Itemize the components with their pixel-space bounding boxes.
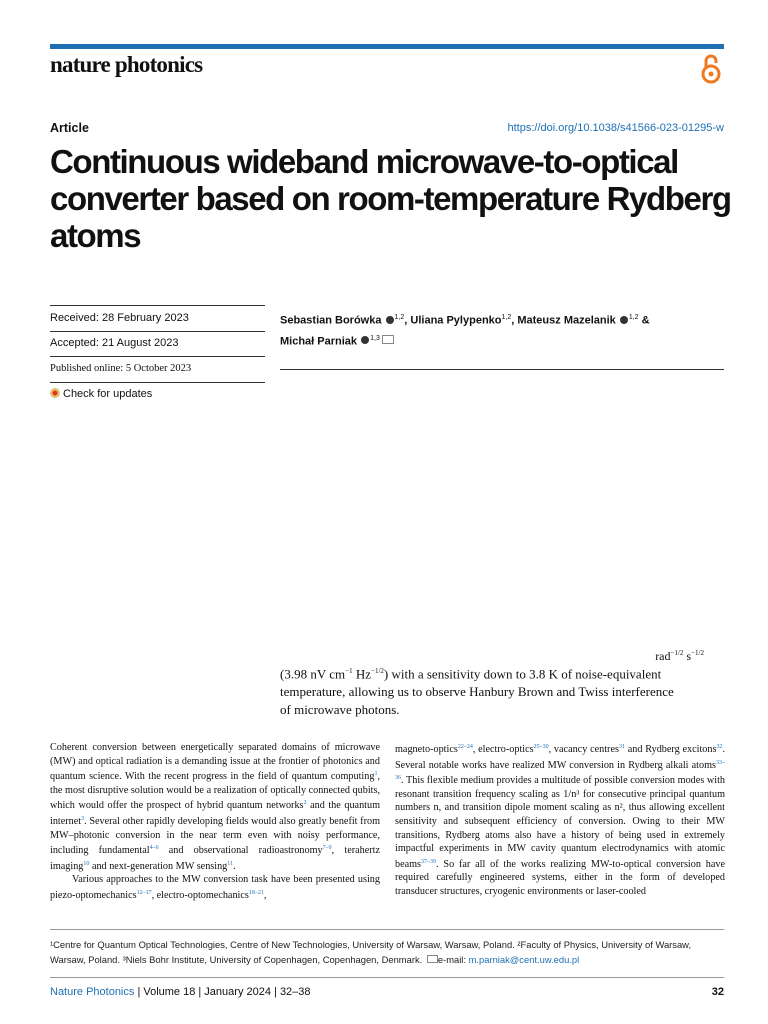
divider [50, 305, 265, 306]
mail-icon[interactable] [382, 335, 394, 344]
accepted-date: Accepted: 21 August 2023 [50, 337, 179, 349]
affiliation-sup: 1,2 [628, 314, 639, 321]
citation-ref[interactable]: 32 [716, 744, 723, 750]
ampersand: & [641, 314, 650, 327]
divider [50, 929, 724, 930]
body-text: and the quantum internet [50, 800, 381, 827]
footer-citation: Nature Photonics | Volume 18 | January 2024 | 32–38 [50, 986, 311, 998]
body-text: , terahertz imaging [50, 845, 380, 872]
body-text: Various approaches to the MW conversion task have been presented using piezo-optomechanics [50, 874, 380, 901]
body-text: and observational radioastronomy [158, 845, 323, 857]
author-name[interactable]: Michał Parniak [280, 335, 358, 348]
check-updates-button[interactable] [50, 388, 265, 400]
body-text: . [233, 860, 236, 872]
body-text: and Rydberg excitons [624, 744, 717, 755]
body-text: Coherent conversion between energetically separated domains of microwave (MW) and optical radiation is a demanding issue at the frontier of photonics and quantum science. With the recent progress in the field of quantum computing [50, 742, 380, 783]
author-name[interactable]: Uliana Pylypenko [410, 314, 502, 327]
orcid-icon[interactable] [361, 336, 369, 344]
body-text: and next-generation MW sensing [89, 860, 228, 872]
affiliation-sup: 1,2 [394, 314, 405, 321]
body-text: , the most disruptive solution would be a realization of optically connected qubits, which would offer the prospect of hybrid quantum networks [50, 771, 380, 812]
body-text: . Several notable works have realized MW conversion in Rydberg alkali atoms [395, 744, 725, 771]
abstract-text: (3.98 nV $cm^{-1}$ $Hz^{-1/2}$) with a sensitivity down to 3.8 K of noise-equivalent temperature, allowing us to observe Hanbury Brown and Twiss interference of microwave photons. [280, 666, 674, 718]
author-list: Sebastian Borówka $^{1,2}$, Uliana Pylypenko$^{1,2}$, Mateusz Mazelanik $^{1,2}$ & Michał Parniak $^{1,3}$ [280, 314, 650, 348]
check-updates-icon [50, 388, 60, 398]
body-text: . This flexible medium provides a multitude of possible conversion modes with resonant transition frequency scaling as 1/n³ for consecutive principal quantum numbers n, and transition dipole moment scaling as n², thus allowing excellent sensitivity and subsequent efficiency of conversion. Owing to their MW transitions, Rydberg atoms also have a history of being used in extremely impactful experiments in MW cavity quantum electrodynamics with atomic beams [395, 775, 725, 870]
body-text: , electro-optics [472, 744, 534, 755]
open-access-icon[interactable] [698, 53, 724, 85]
divider [50, 356, 265, 357]
body-text: , electro-optomechanics [151, 889, 249, 901]
abstract-units: rad$^{-1/2}$ $s^{-1/2}$ [655, 649, 704, 663]
body-text: . Several other rapidly developing fields would also greatly benefit from MW–photonic conversion in the near term even with noisy performance, including fundamental [50, 815, 380, 857]
affiliation-sup: 1,3 [370, 334, 380, 342]
citation-ref[interactable]: 10 [83, 860, 90, 867]
citation-ref[interactable]: 2 [303, 800, 307, 807]
paragraph [50, 741, 380, 873]
author-name[interactable]: Sebastian Borówka [280, 314, 382, 327]
divider [50, 977, 724, 978]
divider [280, 369, 724, 370]
body-column-right [395, 741, 725, 899]
body-text: , [263, 889, 267, 901]
orcid-icon[interactable] [620, 316, 628, 324]
citation-ref[interactable]: 4–6 [149, 845, 159, 852]
citation-ref[interactable]: 11 [227, 860, 234, 867]
footer-journal[interactable]: Nature Photonics [50, 986, 135, 998]
divider [50, 331, 265, 332]
body-text: magneto-optics [395, 744, 458, 755]
mail-icon [427, 955, 438, 963]
citation-ref[interactable]: 18–21 [248, 889, 264, 896]
journal-name: nature photonics [50, 52, 203, 77]
citation-ref[interactable]: 12–17 [136, 889, 152, 896]
article-title: Continuous wideband microwave-to-optical converter based on room-temperature Rydberg atoms [50, 143, 731, 254]
doi-link[interactable]: https://doi.org/10.1038/s41566-023-01295-w [507, 122, 724, 134]
journal-top-bar [50, 44, 724, 49]
body-column-left [50, 741, 380, 903]
citation-ref[interactable]: 37–39 [421, 858, 437, 865]
page-number: 32 [711, 986, 724, 998]
author-name[interactable]: Mateusz Mazelanik [517, 314, 616, 327]
received-date: Received: 28 February 2023 [50, 312, 189, 324]
paragraph [50, 873, 380, 902]
body-text: , vacancy centres [548, 744, 619, 755]
citation-ref[interactable]: 25–30 [533, 744, 549, 750]
paragraph [395, 741, 725, 899]
body-text: . So far all of the works realizing MW-to-optical conversion have required carefully engineered systems, either in the form of developed transducer structures, cryogenic environments or laser-cooled [395, 858, 725, 897]
published-date: Published online: 5 October 2023 [50, 363, 192, 374]
orcid-icon[interactable] [386, 316, 394, 324]
section-label: Article [50, 121, 89, 135]
citation-ref[interactable]: 22–24 [457, 744, 473, 750]
citation-ref[interactable]: 33–36 [395, 759, 725, 782]
divider [50, 382, 265, 383]
email-link[interactable]: m.parniak@cent.uw.edu.pl [468, 954, 580, 965]
citation-ref[interactable]: 3 [81, 815, 85, 822]
citation-ref[interactable]: 31 [618, 744, 625, 750]
affiliation-sup: 1,2 [501, 314, 512, 321]
citation-ref[interactable]: 7–9 [322, 845, 332, 852]
affiliations-footnote: ¹Centre for Quantum Optical Technologies, Centre of New Technologies, University of Warsaw, Warsaw, Poland. ²Faculty of Physics, University of Warsaw, Warsaw, Poland. ³Niels Bohr Institute, University of Copenhagen, Copenhagen, Denmark. e-mail: m.parniak@cent.uw.edu.pl [50, 939, 692, 965]
check-updates-label: Check for updates [63, 388, 153, 400]
citation-ref[interactable]: 1 [374, 771, 378, 778]
